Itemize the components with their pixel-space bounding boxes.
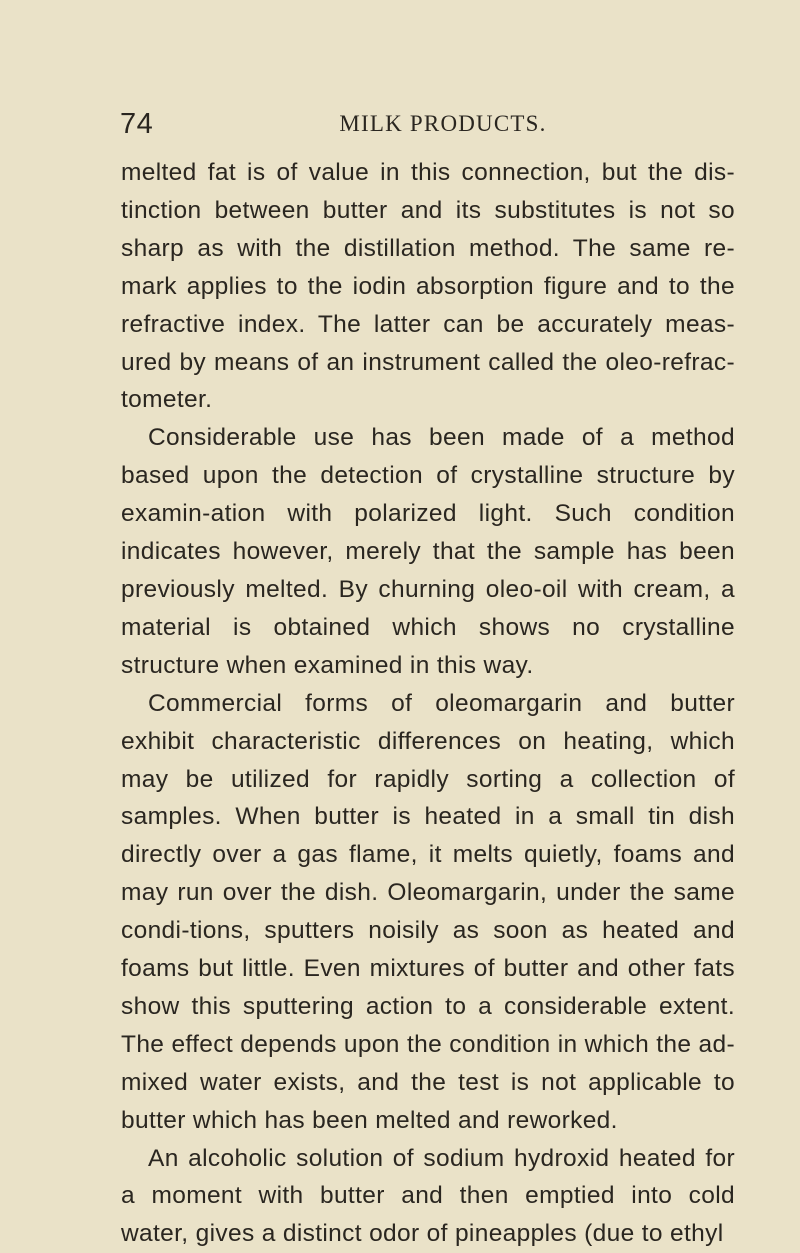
page-header (120, 104, 740, 144)
paragraph-polarized-light: Considerable use has been made of a method based upon the detection of crystalline structure by examin-ation with polarized light. Such condition indicates however, merely that the sample has been previously melted. By churning oleo-oil with cream, a material is obtained which shows no crystalline structure when examined in this way. (121, 424, 735, 679)
paragraph-heating-test: Commercial forms of oleomargarin and butter exhibit characteristic differences on heating, which may be utilized for rapidly sorting a collection of samples. When butter is heated in a small tin dish directly over a gas flame, it melts quietly, foams and may run over the dish. Oleomargarin, under the same condi-tions, sputters noisily as soon as heated and foams but little. Even mixtures of butter and other fats show this sputtering action to a considerable extent. The effect depends upon the condition in which the ad-mixed water exists, and the test is not applicable to butter which has been melted and reworked. (121, 689, 735, 1134)
body-text (121, 154, 735, 1253)
paragraph-continued: melted fat is of value in this connection, but the dis-tinction between butter and its substitutes is not so sharp as with the distillation method. The same re-mark applies to the iodin absorption figure and to the refractive index. The latter can be accurately meas-ured by means of an instrument called the oleo-refrac-tometer. (121, 159, 735, 414)
page-number: 74 (120, 108, 154, 140)
running-head: MILK PRODUCTS. (339, 111, 547, 136)
paragraph-sodium-hydroxid: An alcoholic solution of sodium hydroxid heated for a moment with butter and then emptied into cold water, gives a distinct odor of pineapples (due to ethyl (121, 1144, 735, 1248)
